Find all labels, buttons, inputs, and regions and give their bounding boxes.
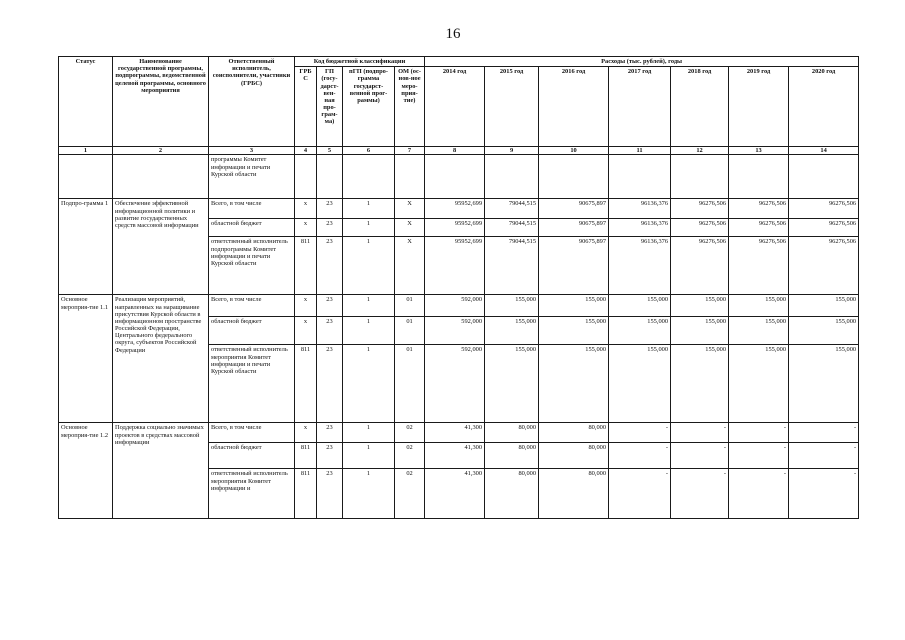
value-cell: -: [789, 469, 859, 519]
value-cell: 592,000: [425, 317, 485, 345]
status-cell: Основное мероприя-тие 1.1: [59, 295, 113, 423]
value-cell: 155,000: [485, 345, 539, 423]
responsible-cell: областной бюджет: [209, 443, 295, 469]
grbs-cell: 811: [295, 345, 317, 423]
pgp-cell: 1: [343, 469, 395, 519]
table-row: [59, 199, 859, 219]
responsible-cell: ответственный исполнитель подпрограммы Комитет информации и печати Курской области: [209, 237, 295, 295]
column-number: 8: [425, 147, 485, 155]
responsible-cell: областной бюджет: [209, 317, 295, 345]
pgp-cell: 1: [343, 295, 395, 317]
value-cell: 155,000: [671, 345, 729, 423]
column-number: 14: [789, 147, 859, 155]
value-cell: 80,000: [485, 423, 539, 443]
column-number: 12: [671, 147, 729, 155]
value-cell: 80,000: [539, 443, 609, 469]
value-cell: 95952,699: [425, 219, 485, 237]
value-cell: 80,000: [485, 469, 539, 519]
value-cell: 41,300: [425, 469, 485, 519]
header-status: Статус: [59, 57, 113, 147]
value-cell: 155,000: [609, 345, 671, 423]
value-cell: 96276,506: [671, 237, 729, 295]
value-cell: 41,300: [425, 423, 485, 443]
grbs-cell: x: [295, 199, 317, 219]
status-cell: Подпро-грамма 1: [59, 199, 113, 295]
grbs-cell: x: [295, 423, 317, 443]
continuation-row: [59, 155, 859, 199]
value-cell: 90675,897: [539, 237, 609, 295]
header-year: 2017 год: [609, 67, 671, 147]
pgp-cell: 1: [343, 345, 395, 423]
value-cell: 155,000: [671, 317, 729, 345]
pgp-cell: 1: [343, 219, 395, 237]
grbs-cell: x: [295, 317, 317, 345]
om-cell: 02: [395, 443, 425, 469]
value-cell: 155,000: [609, 295, 671, 317]
value-cell: 96136,376: [609, 219, 671, 237]
pgp-cell: 1: [343, 443, 395, 469]
gp-cell: 23: [317, 345, 343, 423]
gp-cell: 23: [317, 443, 343, 469]
page-number: 16: [445, 26, 461, 42]
column-number: 3: [209, 147, 295, 155]
responsible-cell: ответственный исполнитель мероприятия Комитет информации и: [209, 469, 295, 519]
value-cell: 80,000: [539, 469, 609, 519]
value-cell: 41,300: [425, 443, 485, 469]
budget-table: [58, 56, 859, 519]
value-cell: 592,000: [425, 295, 485, 317]
value-cell: -: [729, 469, 789, 519]
value-cell: 155,000: [609, 317, 671, 345]
header-om: ОМ (ос-нов-ное меро-прия-тие): [395, 67, 425, 147]
value-cell: 95952,699: [425, 237, 485, 295]
value-cell: -: [789, 443, 859, 469]
value-cell: 96136,376: [609, 237, 671, 295]
gp-cell: 23: [317, 219, 343, 237]
value-cell: 155,000: [539, 317, 609, 345]
value-cell: -: [729, 443, 789, 469]
responsible-cell: Всего, в том числе: [209, 423, 295, 443]
column-number: 1: [59, 147, 113, 155]
responsible-cell: Всего, в том числе: [209, 295, 295, 317]
responsible-cell: программы Комитет информации и печати Курской области: [209, 155, 295, 199]
column-number: 7: [395, 147, 425, 155]
value-cell: -: [609, 443, 671, 469]
value-cell: 155,000: [729, 295, 789, 317]
header-name: Наименование государственной программы, подпрограммы, ведомственной целевой программы, основного мероприятия: [113, 57, 209, 147]
header-grbs: ГРБ С: [295, 67, 317, 147]
value-cell: 155,000: [485, 295, 539, 317]
status-cell: Основное мероприя-тие 1.2: [59, 423, 113, 519]
grbs-cell: 811: [295, 237, 317, 295]
value-cell: 155,000: [539, 345, 609, 423]
value-cell: 80,000: [539, 423, 609, 443]
value-cell: 155,000: [789, 345, 859, 423]
header-expenses: Расходы (тыс. рублей), годы: [425, 57, 859, 67]
value-cell: 79044,515: [485, 219, 539, 237]
om-cell: 02: [395, 423, 425, 443]
gp-cell: 23: [317, 237, 343, 295]
value-cell: 96276,506: [789, 237, 859, 295]
value-cell: 79044,515: [485, 199, 539, 219]
value-cell: 80,000: [485, 443, 539, 469]
pgp-cell: 1: [343, 199, 395, 219]
value-cell: 155,000: [789, 317, 859, 345]
om-cell: X: [395, 199, 425, 219]
column-number: 9: [485, 147, 539, 155]
gp-cell: 23: [317, 469, 343, 519]
column-number: 13: [729, 147, 789, 155]
pgp-cell: 1: [343, 423, 395, 443]
om-cell: 01: [395, 295, 425, 317]
value-cell: 90675,897: [539, 199, 609, 219]
value-cell: 155,000: [729, 317, 789, 345]
value-cell: 155,000: [789, 295, 859, 317]
name-cell: Поддержка социально значимых проектов в средствах массовой информации: [113, 423, 209, 519]
value-cell: 96276,506: [729, 199, 789, 219]
value-cell: 96276,506: [729, 237, 789, 295]
header-budget-code: Код бюджетной классификации: [295, 57, 425, 67]
table-row: [59, 295, 859, 317]
value-cell: -: [609, 423, 671, 443]
gp-cell: 23: [317, 317, 343, 345]
om-cell: 01: [395, 345, 425, 423]
column-number: 11: [609, 147, 671, 155]
column-number: 10: [539, 147, 609, 155]
gp-cell: 23: [317, 423, 343, 443]
header-year: 2016 год: [539, 67, 609, 147]
value-cell: 79044,515: [485, 237, 539, 295]
value-cell: 96136,376: [609, 199, 671, 219]
value-cell: -: [671, 469, 729, 519]
header-gp: ГП (госу-дарст-вен-ная про-грам-ма): [317, 67, 343, 147]
gp-cell: 23: [317, 199, 343, 219]
header-year: 2020 год: [789, 67, 859, 147]
column-number: 4: [295, 147, 317, 155]
pgp-cell: 1: [343, 237, 395, 295]
name-cell: Обеспечение эффективной информационной политики и развитие государственных средств массовой информации: [113, 199, 209, 295]
value-cell: -: [789, 423, 859, 443]
value-cell: 96276,506: [789, 219, 859, 237]
value-cell: 96276,506: [671, 199, 729, 219]
value-cell: 95952,699: [425, 199, 485, 219]
value-cell: 155,000: [539, 295, 609, 317]
header-year: 2014 год: [425, 67, 485, 147]
om-cell: X: [395, 219, 425, 237]
value-cell: 592,000: [425, 345, 485, 423]
om-cell: 02: [395, 469, 425, 519]
gp-cell: 23: [317, 295, 343, 317]
value-cell: 90675,897: [539, 219, 609, 237]
value-cell: 96276,506: [789, 199, 859, 219]
value-cell: 96276,506: [671, 219, 729, 237]
value-cell: -: [609, 469, 671, 519]
value-cell: 155,000: [729, 345, 789, 423]
responsible-cell: Всего, в том числе: [209, 199, 295, 219]
value-cell: -: [671, 423, 729, 443]
grbs-cell: 811: [295, 443, 317, 469]
header-year: 2018 год: [671, 67, 729, 147]
responsible-cell: областной бюджет: [209, 219, 295, 237]
grbs-cell: x: [295, 295, 317, 317]
om-cell: X: [395, 237, 425, 295]
header-year: 2015 год: [485, 67, 539, 147]
value-cell: 155,000: [485, 317, 539, 345]
header-year: 2019 год: [729, 67, 789, 147]
name-cell: Реализация мероприятий, направленных на наращивание присутствия Курской области в информационном пространстве Российской Федерации, Центрального федерального округа, субъектов Российской Федерации: [113, 295, 209, 423]
value-cell: 155,000: [671, 295, 729, 317]
table-row: [59, 423, 859, 443]
value-cell: 96276,506: [729, 219, 789, 237]
value-cell: -: [671, 443, 729, 469]
column-number: 2: [113, 147, 209, 155]
grbs-cell: x: [295, 219, 317, 237]
responsible-cell: ответственный исполнитель мероприятия Комитет информации и печати Курской области: [209, 345, 295, 423]
column-number-row: [59, 147, 859, 155]
header-responsible: Ответственный исполнитель, соисполнители, участники (ГРБС): [209, 57, 295, 147]
column-number: 5: [317, 147, 343, 155]
header-pgp: пГП (подпро-грамма государст-венной прог-раммы): [343, 67, 395, 147]
value-cell: -: [729, 423, 789, 443]
grbs-cell: 811: [295, 469, 317, 519]
om-cell: 01: [395, 317, 425, 345]
pgp-cell: 1: [343, 317, 395, 345]
column-number: 6: [343, 147, 395, 155]
